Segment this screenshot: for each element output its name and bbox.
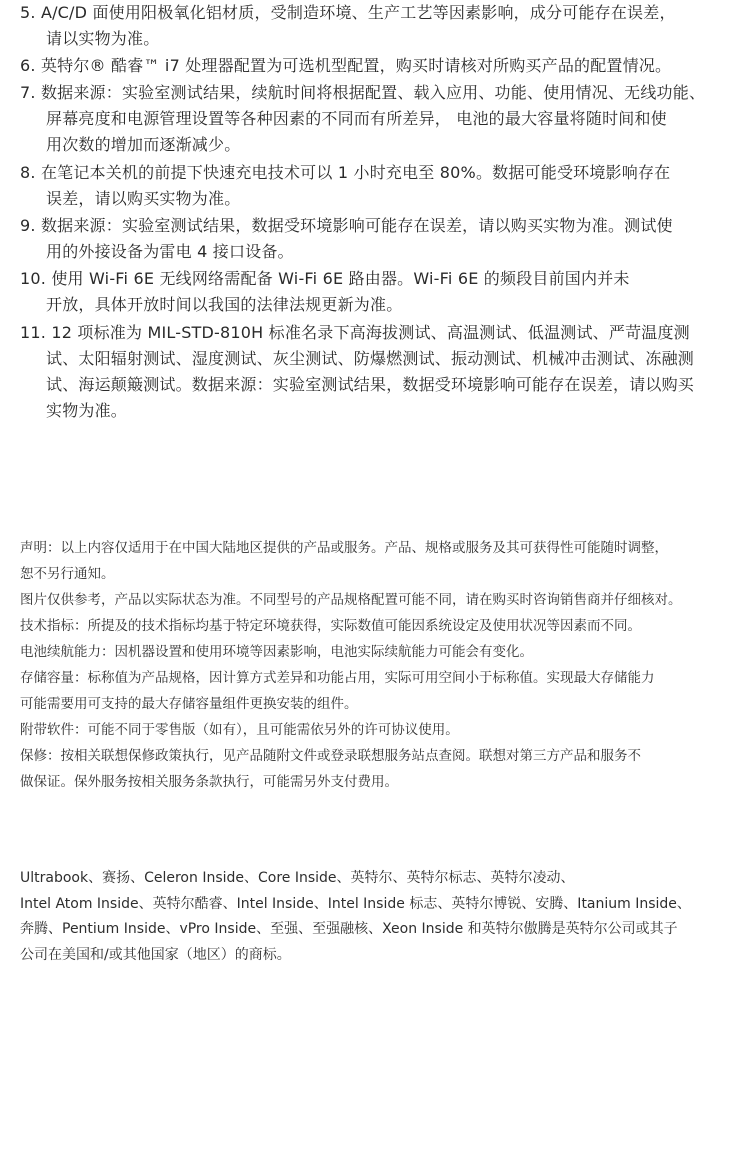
disclaimer-line: 电池续航能力：因机器设置和使用环境等因素影响，电池实际续航能力可能会有变化。 <box>20 644 533 660</box>
footnote-7 <box>20 80 705 158</box>
disclaimer-line: 附带软件：可能不同于零售版（如有），且可能需依另外的许可协议使用。 <box>20 722 459 738</box>
trademark-line: 奔腾、Pentium Inside、vPro Inside、至强、至强融核、Xeon Inside 和英特尔傲腾是英特尔公司或其子 <box>20 921 678 937</box>
disclaimer-line: 图片仅供参考，产品以实际状态为准。不同型号的产品规格配置可能不同，请在购买时咨询销售商并仔细核对。 <box>20 592 682 608</box>
footnote-line: 用次数的增加而逐渐减少。 <box>46 135 241 154</box>
footnote-line: 屏幕亮度和电源管理设置等各种因素的不同而有所差异， 电池的最大容量将随时间和使 <box>46 109 667 128</box>
trademark-section <box>20 866 735 968</box>
footnote-line: 误差，请以购买实物为准。 <box>46 189 241 208</box>
footnote-11 <box>20 320 694 424</box>
footnote-line: 5. A/C/D 面使用阳极氧化铝材质，受制造环境、生产工艺等因素影响，成分可能存在误差， <box>20 3 676 22</box>
footnote-line: 请以实物为准。 <box>46 29 160 48</box>
disclaimer-line: 技术指标：所提及的技术指标均基于特定环境获得，实际数值可能因系统设定及使用状况等因素而不同。 <box>20 618 641 634</box>
disclaimer-section <box>20 535 735 795</box>
trademark-line: Intel Atom Inside、英特尔酷睿、Intel Inside、Intel Inside 标志、英特尔博锐、安腾、Itanium Inside、 <box>20 895 691 912</box>
trademark-line: Ultrabook、赛扬、Celeron Inside、Core Inside、英特尔、英特尔标志、英特尔凌动、 <box>20 870 575 886</box>
footnote-10 <box>20 266 630 318</box>
disclaimer-line: 做保证。保外服务按相关服务条款执行，可能需另外支付费用。 <box>20 774 398 790</box>
footnote-8 <box>20 160 670 212</box>
footnote-line: 11. 12 项标准为 MIL-STD-810H 标准名录下高海拔测试、高温测试、低温测试、严苛温度测 <box>20 323 690 342</box>
disclaimer-line: 可能需要用可支持的最大存储容量组件更换安装的组件。 <box>20 696 358 712</box>
footnote-line: 试、太阳辐射测试、湿度测试、灰尘测试、防爆燃测试、振动测试、机械冲击测试、冻融测 <box>46 349 695 368</box>
footnote-line: 9. 数据来源：实验室测试结果，数据受环境影响可能存在误差，请以购买实物为准。测试使 <box>20 216 673 235</box>
disclaimer-line: 存储容量：标称值为产品规格，因计算方式差异和功能占用，实际可用空间小于标称值。实现最大存储能力 <box>20 670 655 686</box>
disclaimer-line: 声明：以上内容仅适用于在中国大陆地区提供的产品或服务。产品、规格或服务及其可获得性可能随时调整， <box>20 540 668 556</box>
footnote-line: 10. 使用 Wi-Fi 6E 无线网络需配备 Wi-Fi 6E 路由器。Wi-Fi 6E 的频段目前国内并未 <box>20 269 630 288</box>
footnote-line: 实物为准。 <box>46 401 128 420</box>
footnote-line: 开放，具体开放时间以我国的法律法规更新为准。 <box>46 295 403 314</box>
footnote-6 <box>20 53 671 79</box>
disclaimer-line: 恕不另行通知。 <box>20 566 115 582</box>
footnote-line: 6. 英特尔® 酷睿™ i7 处理器配置为可选机型配置，购买时请核对所购买产品的配置情况。 <box>20 56 672 75</box>
footnote-5 <box>20 0 676 52</box>
footnote-line: 8. 在笔记本关机的前提下快速充电技术可以 1 小时充电至 80%。数据可能受环境影响存在 <box>20 163 671 182</box>
footnote-9 <box>20 213 673 265</box>
trademark-line: 公司在美国和/或其他国家（地区）的商标。 <box>20 946 291 963</box>
disclaimer-line: 保修：按相关联想保修政策执行，见产品随附文件或登录联想服务站点查阅。联想对第三方产品和服务不 <box>20 748 641 764</box>
footnote-line: 试、海运颠簸测试。数据来源：实验室测试结果，数据受环境影响可能存在误差，请以购买 <box>46 375 695 394</box>
footnote-line: 7. 数据来源：实验室测试结果，续航时间将根据配置、载入应用、功能、使用情况、无线功能、 <box>20 83 706 102</box>
footnote-line: 用的外接设备为雷电 4 接口设备。 <box>46 242 294 261</box>
